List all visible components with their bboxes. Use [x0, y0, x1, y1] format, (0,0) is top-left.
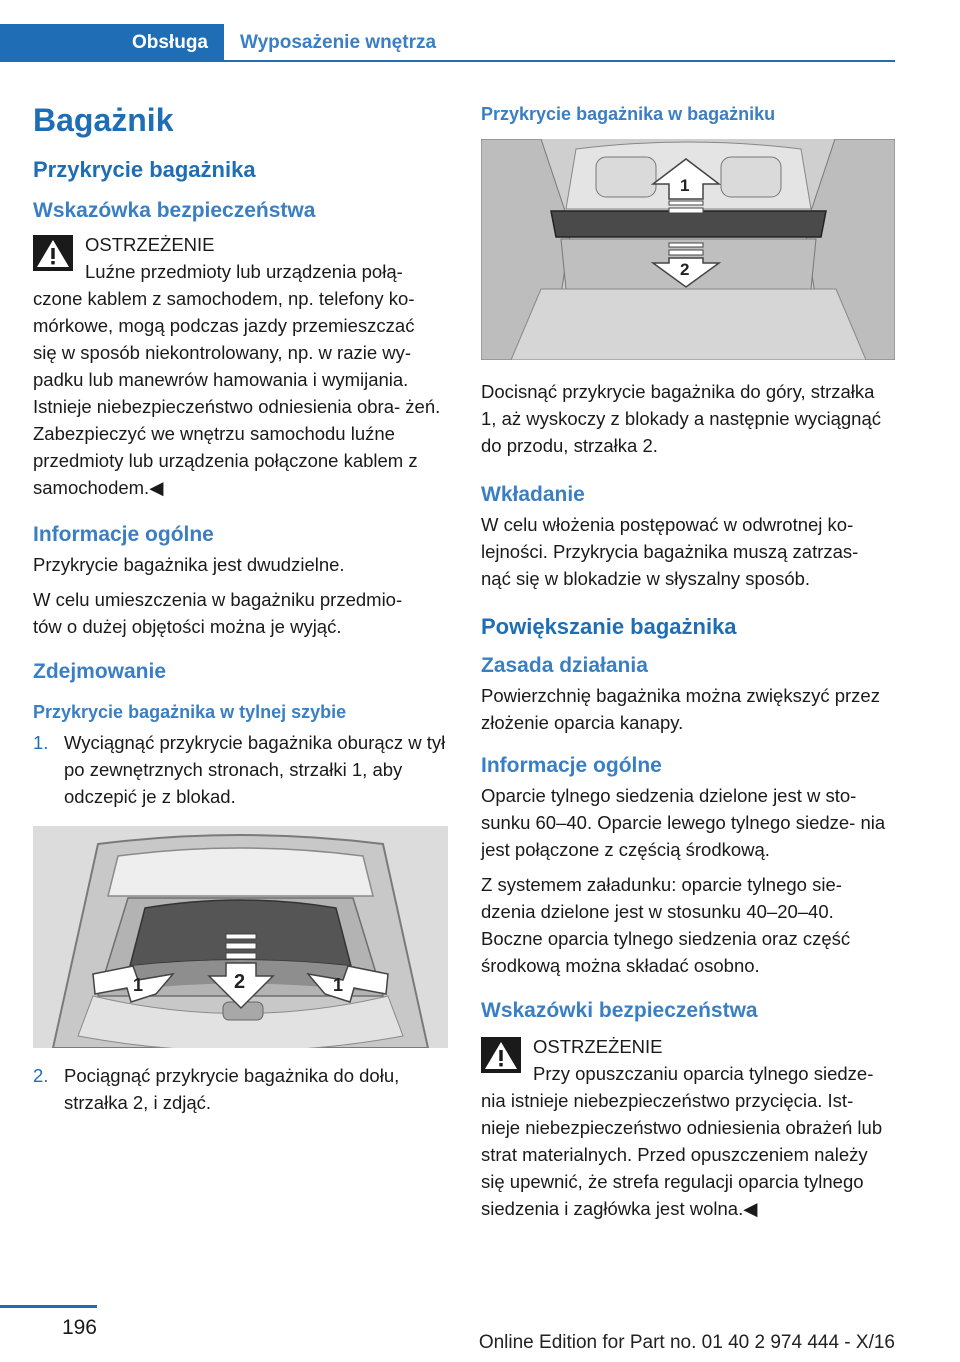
info-paragraph-right-1: Oparcie tylnego siedzenia dzielone jest w sto‐ sunku 60–40. Oparcie lewego tylnego siedze‐ nia jest połączone z częścią środkową.	[481, 785, 886, 860]
principle-heading: Zasada działania	[481, 654, 648, 677]
safety-heading-right: Wskazówki bezpieczeństwa	[481, 999, 758, 1022]
warning-text-right: nia istnieje niebezpieczeństwo przycięcia. Ist‐ nieje niebezpieczeństwo odniesienia obrażeń lub strat materialnych. Przed opuszczeniem należy się upewnić, że strefa regulacji oparcia tylnego siedzenia i zagłówka jest wolna.◀	[481, 1090, 883, 1219]
trunk-cover-heading: Przykrycie bagażnika w bagażniku	[481, 104, 776, 124]
svg-text:1: 1	[333, 975, 344, 995]
list-item	[33, 1062, 448, 1116]
info-paragraph-1: Przykrycie bagażnika jest dwudzielne.	[33, 554, 345, 575]
page-number: 196	[61, 1316, 97, 1339]
warning-label: OSTRZEŻENIE	[85, 234, 215, 255]
safety-heading: Wskazówka bezpieczeństwa	[33, 199, 316, 222]
warning-block-right	[481, 1033, 896, 1087]
right-column	[481, 104, 896, 1222]
left-column	[33, 96, 448, 1132]
warning-first-line: Luźne przedmioty lub urządzenia połą‐	[85, 261, 403, 282]
info-paragraph-2: W celu umieszczenia w bagażniku przedmio‐ tów o dużej objętości można je wyjąć.	[33, 589, 403, 637]
header-divider	[224, 60, 895, 62]
svg-text:2: 2	[234, 971, 246, 993]
warning-text: czone kablem z samochodem, np. telefony ko‐ mórkowe, mogą podczas jazdy przemieszczać się w sposób niekontrolowany, np. w razie wy‐ padku lub manewrów hamowania i wymijania. Istnieje niebezpieczeństwo odniesienia obra‐ żeń. Zabezpieczyć we wnętrzu samochodu luźne przedmioty lub urządzenia połączone kablem z samochodem.◀	[33, 288, 441, 498]
rear-window-cover-heading: Przykrycie bagażnika w tylnej szybie	[33, 702, 347, 722]
chapter-title: Bagażnik	[33, 102, 174, 138]
push-instructions: Docisnąć przykrycie bagażnika do góry, strzałka 1, aż wyskoczy z blokady a następnie wyciągnąć do przodu, strzałka 2.	[481, 381, 882, 456]
list-item	[33, 729, 448, 810]
warning-block	[33, 231, 448, 285]
warning-label: OSTRZEŻENIE	[533, 1036, 663, 1057]
step-number: 1.	[33, 732, 49, 753]
rear-cover-illustration	[33, 826, 448, 1048]
trunk-cover-illustration	[481, 139, 895, 360]
svg-text:2: 2	[680, 260, 690, 279]
header-bar	[0, 24, 895, 62]
info-heading: Informacje ogólne	[33, 523, 214, 546]
step-text: Pociągnąć przykrycie bagażnika do dołu, strzałka 2, i zdjąć.	[64, 1065, 400, 1113]
section-title: Przykrycie bagażnika	[33, 157, 256, 182]
trunk-cover-figure	[481, 139, 895, 360]
footer-divider	[0, 1305, 97, 1308]
insert-paragraph: W celu włożenia postępować w odwrotnej ko‐ lejności. Przykrycia bagażnika muszą zatrzas‐ nąć się w blokadzie w słyszalny sposób.	[481, 514, 859, 589]
insert-heading: Wkładanie	[481, 483, 585, 506]
warning-triangle-icon	[33, 235, 73, 271]
warning-first-line: Przy opuszczaniu oparcia tylnego siedze‐	[533, 1063, 874, 1084]
section-tab-chapter[interactable]: Wyposażenie wnętrza	[240, 32, 437, 53]
edition-footer: Online Edition for Part no. 01 40 2 974 444 - X/16	[478, 1332, 895, 1353]
remove-heading: Zdejmowanie	[33, 660, 167, 683]
info-heading-right: Informacje ogólne	[481, 754, 662, 777]
principle-paragraph: Powierzchnię bagażnika można zwiększyć przez złożenie oparcia kanapy.	[481, 685, 880, 733]
info-paragraph-right-2: Z systemem załadunku: oparcie tylnego sie‐ dzenia dzielone jest w stosunku 40–20–40. Boczne oparcia tylnego siedzenia oraz część środkową można składać osobno.	[481, 874, 851, 976]
section-tab-active[interactable]: Obsługa	[0, 24, 224, 62]
enlarge-trunk-heading: Powiększanie bagażnika	[481, 614, 737, 639]
svg-text:1: 1	[680, 176, 690, 195]
step-number: 2.	[33, 1065, 49, 1086]
warning-triangle-icon	[481, 1037, 521, 1073]
svg-text:1: 1	[133, 975, 144, 995]
rear-window-cover-figure	[33, 826, 448, 1048]
step-text: Wyciągnąć przykrycie bagażnika oburącz w tył po zewnętrznych stronach, strzałki 1, aby odczepić je z blokad.	[64, 732, 446, 807]
